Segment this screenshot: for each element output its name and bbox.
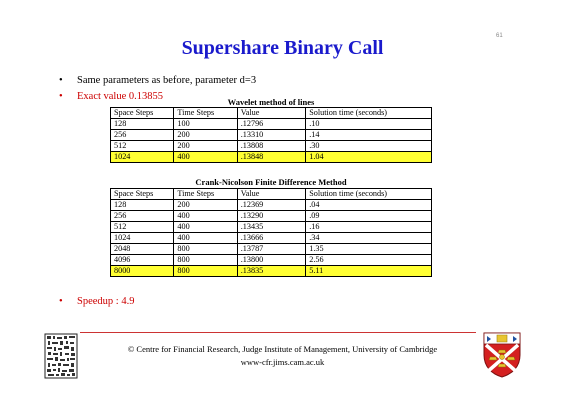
table-row [111, 222, 432, 233]
bullet-text: Speedup : 4.9 [77, 296, 135, 307]
table-row [111, 233, 432, 244]
page-number: 61 [496, 33, 503, 39]
qr-code-icon [44, 333, 78, 379]
table-cell: 128 [111, 200, 174, 211]
table-cell: 1024 [111, 233, 174, 244]
bullet-marker: • [59, 91, 63, 102]
table-cell: 1024 [111, 152, 174, 163]
footer-divider [80, 332, 476, 333]
footer-copyright: © Centre for Financial Research, Judge Institute of Management, University of Cambridge [127, 344, 438, 354]
table-cell: 1.04 [306, 152, 432, 163]
table-cell: .13290 [237, 211, 305, 222]
header-cell: Solution time (seconds) [306, 108, 432, 119]
table-cell: 512 [111, 222, 174, 233]
table-cell: .09 [306, 211, 432, 222]
bullet-text: Same parameters as before, parameter d=3 [77, 75, 257, 86]
header-cell: Solution time (seconds) [306, 189, 432, 200]
table-cell: 2.56 [306, 255, 432, 266]
crank-nicolson-table [110, 188, 432, 277]
table-cell: 200 [174, 141, 237, 152]
table-row [111, 200, 432, 211]
table-cell: .14 [306, 130, 432, 141]
header-cell: Value [237, 108, 305, 119]
table-cell: 512 [111, 141, 174, 152]
table-cell: .13435 [237, 222, 305, 233]
table-row [111, 244, 432, 255]
header-cell: Time Steps [174, 108, 237, 119]
table-row [111, 211, 432, 222]
table-row [111, 255, 432, 266]
table-cell: 128 [111, 119, 174, 130]
table-cell: .12369 [237, 200, 305, 211]
table-row [111, 119, 432, 130]
header-cell: Time Steps [174, 189, 237, 200]
table-row-highlighted [111, 152, 432, 163]
table-cell: 100 [174, 119, 237, 130]
table-cell: .10 [306, 119, 432, 130]
wavelet-table [110, 107, 432, 163]
bullet-parameters [59, 75, 256, 86]
header-cell: Space Steps [111, 108, 174, 119]
table-cell: .34 [306, 233, 432, 244]
table-header-row [111, 108, 432, 119]
table-cell: .13666 [237, 233, 305, 244]
table-header-row [111, 189, 432, 200]
table-cell: 800 [174, 255, 237, 266]
bullet-text: Exact value 0.13855 [77, 91, 164, 102]
table-cell: 400 [174, 222, 237, 233]
bullet-speedup [59, 296, 134, 307]
cambridge-crest-icon [482, 331, 522, 379]
table-cell: 200 [174, 130, 237, 141]
table-cell: 400 [174, 152, 237, 163]
table-cell: .13808 [237, 141, 305, 152]
table-cell: 1.35 [306, 244, 432, 255]
table-cell: .04 [306, 200, 432, 211]
bullet-marker: • [59, 75, 63, 86]
table-cell: .13848 [237, 152, 305, 163]
table-cell: .13787 [237, 244, 305, 255]
table-cell: .16 [306, 222, 432, 233]
table-cell: .13800 [237, 255, 305, 266]
slide-title: Supershare Binary Call [181, 37, 384, 59]
table-cell: 800 [174, 266, 237, 277]
table-cell: 200 [174, 200, 237, 211]
table-cell: 5.11 [306, 266, 432, 277]
table-cell: 256 [111, 211, 174, 222]
table-cell: 4096 [111, 255, 174, 266]
bullet-marker: • [59, 296, 63, 307]
header-cell: Space Steps [111, 189, 174, 200]
header-cell: Value [237, 189, 305, 200]
table-row-highlighted [111, 266, 432, 277]
table-cell: 400 [174, 233, 237, 244]
table-cell: 2048 [111, 244, 174, 255]
footer-url: www-cfr.jims.cam.ac.uk [240, 357, 325, 367]
table-caption-wavelet: Wavelet method of lines [227, 97, 315, 107]
table-row [111, 141, 432, 152]
table-cell: .13835 [237, 266, 305, 277]
table-cell: 256 [111, 130, 174, 141]
table-cell: 8000 [111, 266, 174, 277]
table-caption-crank-nicolson: Crank-Nicolson Finite Difference Method [195, 177, 347, 187]
table-cell: .30 [306, 141, 432, 152]
table-cell: .12796 [237, 119, 305, 130]
table-cell: 400 [174, 211, 237, 222]
table-cell: 800 [174, 244, 237, 255]
table-row [111, 130, 432, 141]
table-cell: .13310 [237, 130, 305, 141]
